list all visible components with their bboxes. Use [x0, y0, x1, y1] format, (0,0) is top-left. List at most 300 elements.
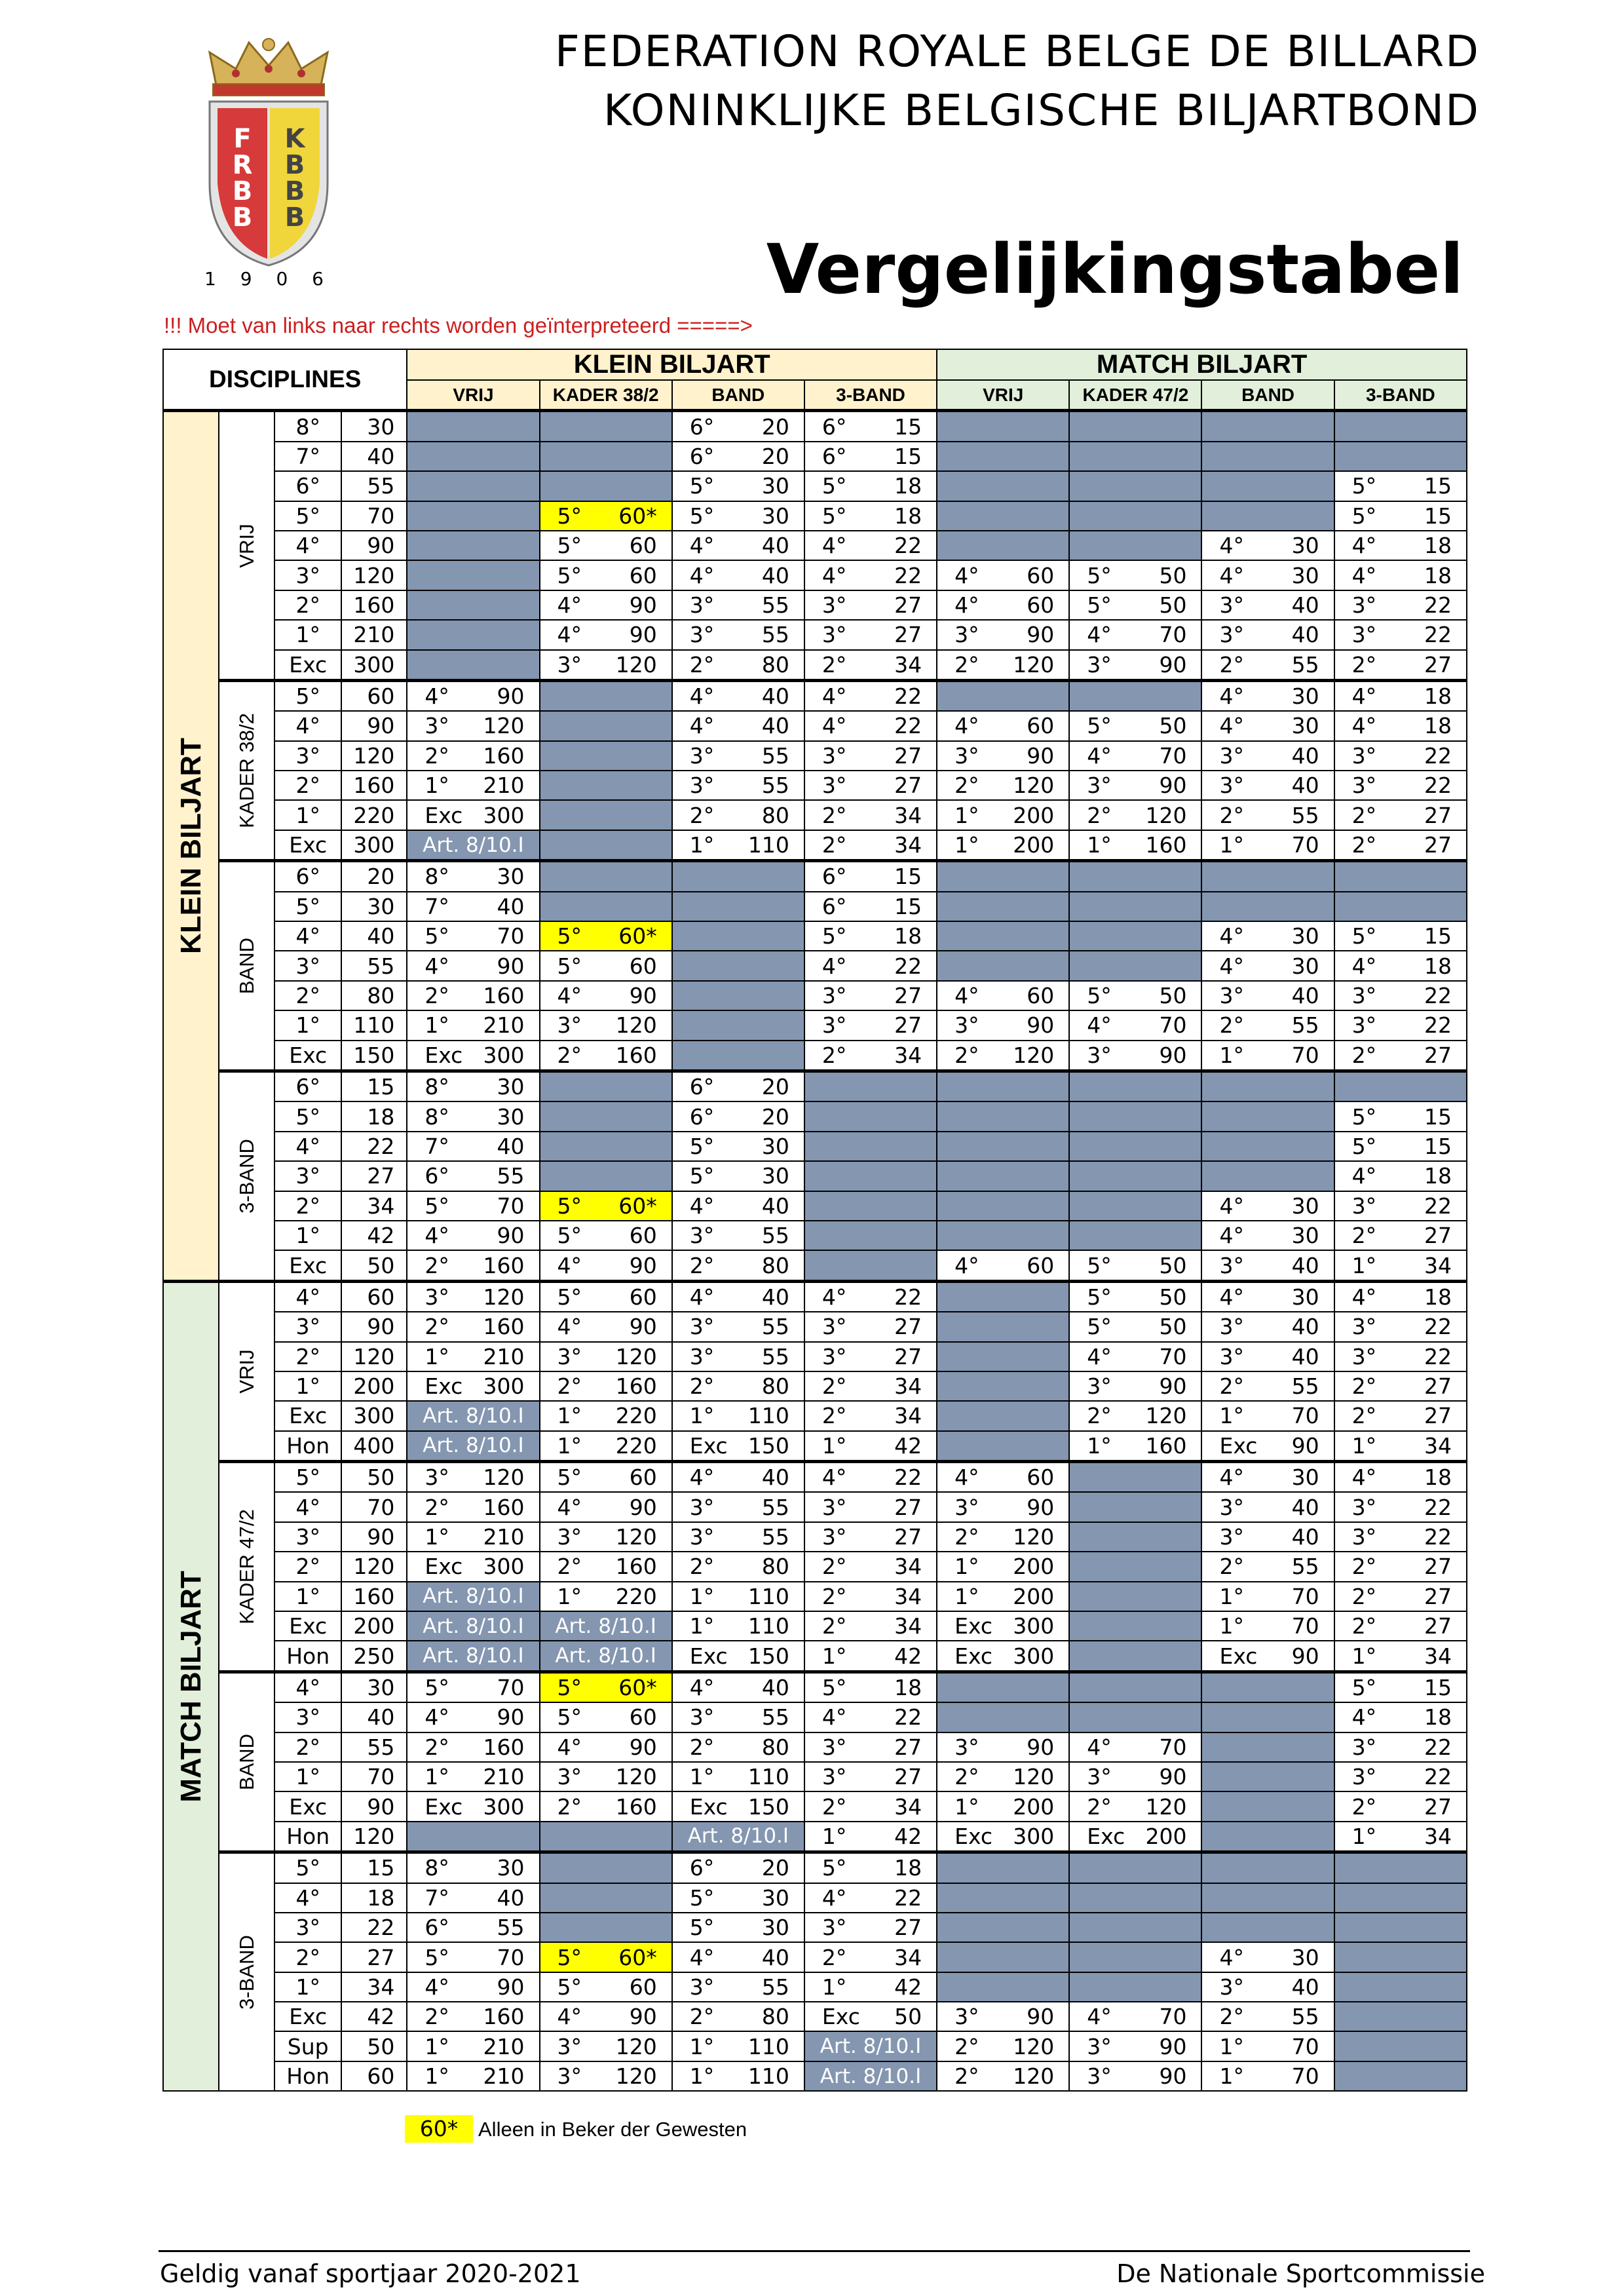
equivalence-values [805, 894, 936, 919]
equivalent-class: 1° [557, 1403, 582, 1429]
equivalent-points: 55 [761, 1524, 789, 1550]
not-applicable-cell [937, 1431, 1069, 1462]
not-applicable-cell [672, 1010, 804, 1040]
equivalence-cell [1334, 1161, 1467, 1191]
class-cell: 4° [274, 921, 341, 951]
equivalence-values [540, 1974, 671, 2000]
not-applicable-cell [1201, 1672, 1334, 1702]
equivalence-cell [672, 1883, 804, 1913]
equivalence-values [673, 1915, 804, 1940]
equivalence-values [540, 1734, 671, 1760]
equivalent-class: 4° [1087, 1734, 1112, 1760]
equivalence-cell [804, 800, 937, 830]
points-cell: 160 [341, 1582, 407, 1611]
equivalent-points: 22 [1424, 1734, 1452, 1760]
equivalent-points: 22 [1424, 742, 1452, 769]
equivalent-points: 22 [1424, 622, 1452, 648]
equivalence-values [1202, 2063, 1333, 2089]
table-row [163, 1492, 1467, 1521]
equivalent-points: 70 [497, 1674, 525, 1700]
not-applicable-cell [1069, 1913, 1201, 1942]
equivalence-cell [937, 800, 1069, 830]
equivalent-class: 4° [689, 1944, 715, 1970]
equivalence-cell [407, 861, 539, 892]
equivalent-points: 120 [615, 651, 657, 678]
class-cell: 3° [274, 1161, 341, 1191]
equivalent-class: 5° [689, 503, 715, 529]
table-row [163, 1132, 1467, 1161]
class-cell: Exc [274, 2002, 341, 2031]
points-cell: 27 [341, 1161, 407, 1191]
equivalent-points: 120 [483, 713, 525, 739]
equivalence-values [1202, 1193, 1333, 1219]
class-cell: 5° [274, 501, 341, 531]
equivalent-class: 4° [557, 1494, 582, 1520]
equivalent-points: 60 [1027, 592, 1055, 618]
class-cell: 2° [274, 1942, 341, 1972]
equivalent-points: 90 [629, 1314, 657, 1340]
equivalent-points: 18 [894, 473, 922, 499]
equivalent-class: 3° [689, 742, 715, 769]
equivalent-class: 4° [557, 1314, 582, 1340]
class-cell: 2° [274, 981, 341, 1010]
equivalent-points: 70 [1159, 1343, 1187, 1369]
equivalence-cell [1201, 680, 1334, 711]
equivalent-points: 90 [629, 1734, 657, 1760]
equivalence-cell [804, 650, 937, 681]
equivalent-points: 160 [483, 983, 525, 1008]
equivalence-cell [540, 1582, 672, 1611]
table-row [163, 1281, 1467, 1312]
klein-biljart-header: KLEIN BILJART [407, 349, 937, 380]
equivalent-class: 2° [689, 1373, 715, 1400]
equivalent-points: 27 [1424, 832, 1452, 858]
equivalence-values [1335, 983, 1466, 1008]
not-applicable-cell [937, 1942, 1069, 1972]
table-row [163, 531, 1467, 560]
not-applicable-cell [1069, 1552, 1201, 1581]
equivalent-class: 3° [954, 2004, 979, 2030]
equivalence-cell [937, 1492, 1069, 1521]
equivalence-cell [540, 1312, 672, 1341]
equivalence-cell [407, 1312, 539, 1341]
equivalence-values [407, 1043, 538, 1068]
reading-direction-note: !!! Moet van links naar rechts worden geïnterpreteerd =====> [164, 313, 753, 337]
equivalence-values [540, 1433, 671, 1459]
equivalence-cell [804, 1010, 937, 1040]
equivalence-cell [672, 1101, 804, 1131]
not-applicable-cell [1201, 861, 1334, 892]
equivalent-points: 15 [1424, 503, 1452, 529]
equivalent-class: 4° [689, 713, 715, 739]
equivalence-values [673, 1223, 804, 1248]
equivalence-values [1202, 1314, 1333, 1339]
discipline-label [219, 411, 274, 681]
equivalence-cell [1334, 1010, 1467, 1040]
equivalent-class: 3° [821, 622, 847, 648]
equivalent-points: 210 [483, 773, 525, 799]
equivalent-points: 34 [894, 1042, 922, 1068]
equivalent-points: 55 [497, 1163, 525, 1189]
not-applicable-cell [1069, 1071, 1201, 1101]
equivalent-points: 40 [1291, 1494, 1319, 1520]
not-applicable-cell [1069, 1641, 1201, 1672]
equivalence-values [540, 1344, 671, 1369]
not-applicable-cell [407, 560, 539, 590]
equivalent-points: 120 [483, 1464, 525, 1491]
class-cell: 2° [274, 1552, 341, 1581]
table-row [163, 1250, 1467, 1281]
equivalence-values [1335, 1554, 1466, 1579]
equivalent-points: 40 [761, 713, 789, 739]
equivalent-class: Exc [954, 1643, 993, 1669]
equivalence-cell [804, 1371, 937, 1401]
equivalence-cell [1069, 1281, 1201, 1312]
equivalent-class: 3° [689, 1494, 715, 1520]
not-applicable-cell [937, 1401, 1069, 1430]
equivalent-class: 2° [557, 1373, 582, 1400]
not-applicable-cell [937, 1312, 1069, 1341]
equivalence-cell [1201, 2031, 1334, 2061]
equivalent-points: 210 [483, 2033, 525, 2059]
equivalent-points: 60 [1027, 1464, 1055, 1491]
equivalent-points: 27 [1424, 1042, 1452, 1068]
equivalent-points: 110 [747, 2063, 789, 2090]
equivalent-points: 300 [1013, 1643, 1055, 1669]
equivalence-values [1202, 2004, 1333, 2029]
not-applicable-cell [407, 411, 539, 442]
equivalence-cell [1334, 951, 1467, 980]
not-applicable-cell [937, 1972, 1069, 2002]
equivalence-values [673, 1433, 804, 1459]
article-reference-cell: Art. 8/10.I [540, 1641, 672, 1672]
points-cell: 22 [341, 1132, 407, 1161]
discipline-label [219, 861, 274, 1071]
equivalent-points: 70 [1291, 1403, 1319, 1429]
equivalence-values [407, 773, 538, 798]
points-cell: 30 [341, 411, 407, 442]
article-reference-cell: Art. 8/10.I [804, 2061, 937, 2091]
equivalent-points: 50 [1159, 592, 1187, 618]
equivalent-points: 90 [1027, 742, 1055, 769]
equivalent-points: 40 [1291, 1974, 1319, 2000]
equivalent-class: 4° [557, 622, 582, 648]
equivalent-class: 3° [557, 2063, 582, 2090]
not-applicable-cell [540, 1913, 672, 1942]
article-reference-cell: Art. 8/10.I [540, 1611, 672, 1641]
equivalence-values [1202, 2034, 1333, 2059]
not-applicable-cell [1069, 951, 1201, 980]
equivalence-cell [1334, 1191, 1467, 1221]
equivalent-points: 70 [1159, 1012, 1187, 1039]
points-cell: 18 [341, 1883, 407, 1913]
table-row [163, 1522, 1467, 1552]
equivalent-points: 34 [894, 832, 922, 858]
discipline-label-text: KADER 38/2 [235, 713, 258, 828]
equivalent-class: 1° [557, 1432, 582, 1459]
equivalence-values [1335, 1433, 1466, 1459]
equivalent-class: 2° [425, 742, 449, 769]
not-applicable-cell [1201, 1071, 1334, 1101]
equivalence-values [673, 1764, 804, 1789]
equivalence-values [673, 1134, 804, 1159]
equivalence-values [673, 1464, 804, 1490]
equivalent-points: 40 [761, 533, 789, 559]
class-cell: Sup [274, 2031, 341, 2061]
equivalence-cell [1334, 1552, 1467, 1581]
equivalent-points: 90 [629, 592, 657, 618]
equivalent-points: 22 [1424, 1012, 1452, 1039]
equivalent-class: 2° [1351, 802, 1377, 828]
equivalent-class: 2° [821, 651, 847, 678]
equivalent-class: 4° [1219, 953, 1244, 979]
not-applicable-cell [1334, 1852, 1467, 1883]
table-row [163, 711, 1467, 740]
equivalent-points: 55 [761, 1704, 789, 1731]
equivalent-points: 60 [1027, 562, 1055, 588]
table-row [163, 951, 1467, 980]
equivalence-values [805, 983, 936, 1008]
equivalence-values [1070, 832, 1201, 858]
equivalence-values [407, 1524, 538, 1550]
equivalence-values [1202, 1403, 1333, 1428]
equivalence-values [673, 832, 804, 858]
equivalent-class: 3° [821, 1494, 847, 1520]
equivalence-values [1070, 652, 1201, 678]
points-cell: 50 [341, 1462, 407, 1493]
equivalence-cell [1334, 1101, 1467, 1131]
equivalent-points: 15 [1424, 1133, 1452, 1159]
points-cell: 40 [341, 921, 407, 951]
not-applicable-cell [1069, 1191, 1201, 1221]
equivalence-cell [804, 1401, 937, 1430]
equivalence-cell [1201, 1342, 1334, 1371]
equivalence-cell [937, 1522, 1069, 1552]
shield-icon [210, 102, 328, 265]
equivalence-cell [1334, 771, 1467, 800]
equivalent-points: 70 [1159, 2004, 1187, 2030]
discipline-label-text: 3-BAND [235, 1138, 258, 1214]
not-applicable-cell [1201, 1852, 1334, 1883]
table-row [163, 741, 1467, 771]
not-applicable-cell [937, 861, 1069, 892]
equivalence-values [673, 563, 804, 588]
not-applicable-cell [407, 442, 539, 471]
equivalent-class: 5° [557, 562, 582, 588]
equivalent-points: 50 [894, 2004, 922, 2030]
group-label [163, 1281, 219, 2091]
not-applicable-cell [407, 531, 539, 560]
equivalence-cell [540, 1041, 672, 1071]
equivalence-values [805, 414, 936, 440]
equivalence-cell [672, 771, 804, 800]
equivalent-class: 2° [1351, 651, 1377, 678]
equivalence-cell [407, 1492, 539, 1521]
equivalence-cell [937, 2002, 1069, 2031]
points-cell: 50 [341, 1250, 407, 1281]
class-cell: Hon [274, 1641, 341, 1672]
not-applicable-cell [804, 1221, 937, 1250]
equivalence-values [805, 503, 936, 529]
equivalent-class: 4° [821, 1284, 847, 1310]
equivalence-values [673, 803, 804, 828]
not-applicable-cell [540, 861, 672, 892]
equivalence-cell [937, 1732, 1069, 1762]
equivalence-values [673, 1584, 804, 1609]
not-applicable-cell [1334, 442, 1467, 471]
equivalent-class: 2° [557, 1042, 582, 1068]
equivalent-points: 60 [629, 1223, 657, 1249]
equivalent-class: 1° [954, 1554, 979, 1580]
equivalent-points: 70 [1291, 2063, 1319, 2090]
table-row [163, 501, 1467, 531]
equivalent-points: 27 [894, 1494, 922, 1520]
equivalent-class: Exc [425, 1042, 463, 1068]
equivalent-class: 4° [689, 1193, 715, 1219]
equivalence-cell [1201, 1371, 1334, 1401]
article-reference-cell: Art. 8/10.I [407, 1431, 539, 1462]
equivalence-cell [937, 830, 1069, 861]
equivalent-points: 300 [1013, 1613, 1055, 1639]
equivalent-points: 50 [1159, 562, 1187, 588]
not-applicable-cell [937, 1913, 1069, 1942]
equivalence-cell [672, 411, 804, 442]
equivalent-class: 5° [1351, 473, 1377, 499]
equivalent-class: Exc [689, 1432, 728, 1459]
equivalence-cell [672, 1492, 804, 1521]
equivalent-class: 1° [821, 1974, 847, 2000]
not-applicable-cell [937, 1342, 1069, 1371]
table-row [163, 921, 1467, 951]
equivalence-cell [937, 771, 1069, 800]
equivalent-points: 30 [761, 1885, 789, 1911]
equivalence-cell [937, 1822, 1069, 1852]
cup-only-cell [540, 1191, 672, 1221]
equivalent-class: 1° [425, 1343, 449, 1369]
equivalent-points: 90 [1159, 1373, 1187, 1400]
column-header: 3-BAND [804, 380, 937, 411]
equivalent-points: 90 [497, 953, 525, 979]
equivalent-class: 4° [954, 1464, 979, 1491]
class-cell: 2° [274, 1191, 341, 1221]
equivalent-points: 30 [1291, 713, 1319, 739]
not-applicable-cell [672, 921, 804, 951]
equivalent-class: 3° [954, 742, 979, 769]
equivalent-class: 3° [1351, 1524, 1377, 1550]
equivalent-points: 27 [894, 1734, 922, 1760]
disciplines-header: DISCIPLINES [163, 349, 407, 411]
not-applicable-cell [540, 771, 672, 800]
equivalence-cell [672, 1672, 804, 1702]
equivalent-points: 90 [497, 1223, 525, 1249]
equivalence-values [673, 1344, 804, 1369]
equivalent-points: 22 [894, 562, 922, 588]
equivalent-class: 4° [557, 2004, 582, 2030]
class-cell: Exc [274, 1611, 341, 1641]
equivalent-points: 34 [894, 1373, 922, 1400]
equivalent-class: Exc [689, 1643, 728, 1669]
equivalent-class: Exc [1219, 1432, 1258, 1459]
equivalent-class: 1° [954, 802, 979, 828]
equivalent-points: 300 [483, 1373, 525, 1400]
equivalent-points: 15 [1424, 1103, 1452, 1130]
equivalence-cell [672, 650, 804, 681]
points-cell: 110 [341, 1010, 407, 1040]
equivalence-values [1335, 1643, 1466, 1669]
equivalence-values [1335, 683, 1466, 709]
equivalence-values [540, 1284, 671, 1310]
equivalent-class: 4° [1087, 1343, 1112, 1369]
class-cell: 1° [274, 1582, 341, 1611]
equivalence-values [673, 592, 804, 618]
equivalent-points: 30 [761, 1163, 789, 1189]
equivalent-points: 55 [1291, 1373, 1319, 1400]
points-cell: 90 [341, 1312, 407, 1341]
class-cell: 1° [274, 1010, 341, 1040]
equivalent-class: 2° [821, 1613, 847, 1639]
equivalent-class: 5° [557, 1704, 582, 1731]
logo-year: 1 9 0 6 [204, 268, 333, 288]
discipline-label-text: VRIJ [235, 524, 258, 568]
equivalence-cell [1069, 981, 1201, 1010]
equivalence-values [540, 622, 671, 647]
equivalence-values [805, 473, 936, 499]
equivalence-values [1335, 1704, 1466, 1730]
equivalent-points: 22 [1424, 773, 1452, 799]
equivalent-points: 120 [615, 1764, 657, 1790]
equivalence-values [1335, 652, 1466, 678]
equivalence-values [407, 923, 538, 949]
equivalence-cell [672, 741, 804, 771]
not-applicable-cell [804, 1101, 937, 1131]
equivalent-points: 27 [894, 1343, 922, 1369]
equivalent-class: 2° [425, 983, 449, 1008]
equivalent-class: 5° [821, 1674, 847, 1700]
equivalence-values [805, 1043, 936, 1068]
equivalent-points: 22 [1424, 1764, 1452, 1790]
equivalence-values [1335, 953, 1466, 979]
equivalent-class: Exc [425, 1373, 463, 1400]
equivalent-class: 4° [425, 1704, 449, 1731]
logo-letter: B [232, 176, 253, 206]
equivalent-points: 27 [1424, 1373, 1452, 1400]
equivalence-cell [804, 1342, 937, 1371]
equivalent-class: 8° [425, 1074, 449, 1100]
equivalent-points: 90 [1159, 651, 1187, 678]
equivalent-class: 6° [689, 413, 715, 440]
equivalence-values [1202, 953, 1333, 979]
equivalence-values [805, 592, 936, 618]
equivalence-values [937, 1012, 1068, 1038]
equivalent-points: 40 [1291, 742, 1319, 769]
equivalence-cell [1334, 1462, 1467, 1493]
column-header: 3-BAND [1334, 380, 1467, 411]
equivalent-class: 2° [1087, 1403, 1112, 1429]
equivalent-class: 2° [689, 1252, 715, 1278]
equivalent-points: 22 [1424, 592, 1452, 618]
equivalent-class: 2° [1087, 1793, 1112, 1820]
equivalence-values [673, 1885, 804, 1911]
points-cell: 34 [341, 1972, 407, 2002]
equivalent-class: 3° [689, 1343, 715, 1369]
equivalence-cell [540, 1732, 672, 1762]
equivalence-values [805, 773, 936, 798]
equivalence-values [407, 1495, 538, 1520]
table-row [163, 411, 1467, 442]
class-cell: 1° [274, 1762, 341, 1791]
points-cell: 30 [341, 1672, 407, 1702]
equivalence-values [407, 953, 538, 979]
